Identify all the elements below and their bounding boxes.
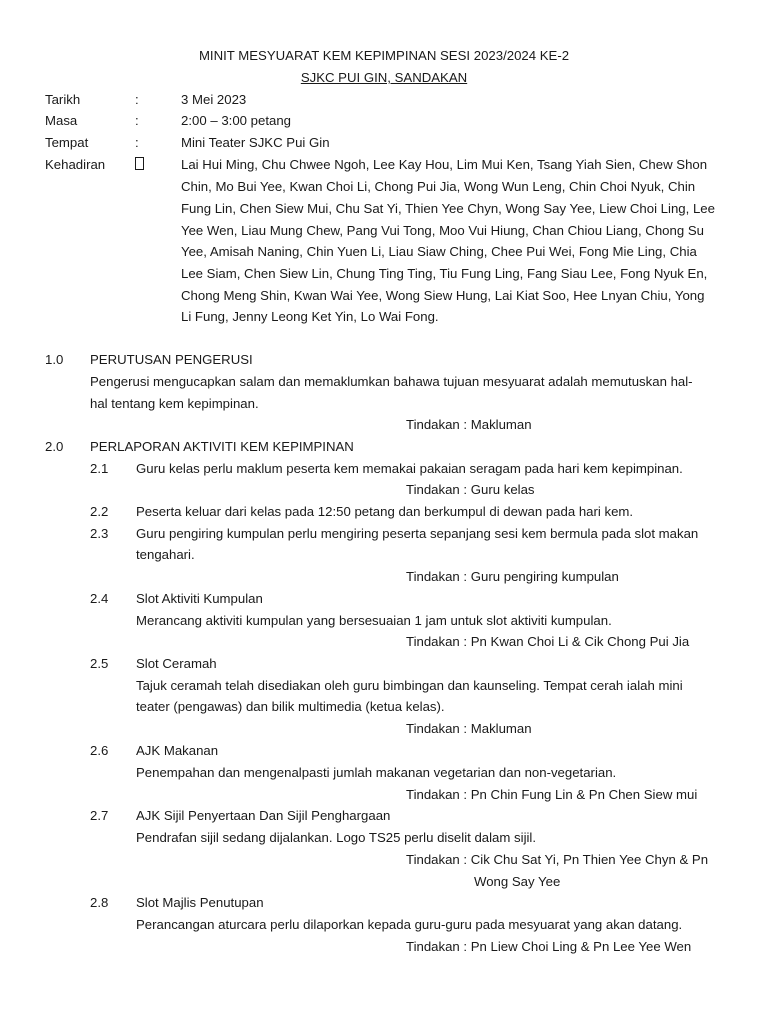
section-heading: PERLAPORAN AKTIVITI KEM KEPIMPINAN bbox=[90, 439, 354, 454]
section-number: 1.0 bbox=[45, 352, 64, 367]
item-title: Slot Majlis Penutupan bbox=[136, 895, 264, 910]
item-text: Guru kelas perlu maklum peserta kem memakai pakaian seragam pada hari kem kepimpinan. bbox=[136, 461, 683, 476]
kehadiran-line: Lee Siam, Chen Siew Lin, Chung Ting Ting, Tiu Fung Ling, Fang Siau Lee, Fong Nyuk En, bbox=[181, 266, 708, 281]
item-text: Perancangan aturcara perlu dilaporkan kepada guru-guru pada mesyuarat yang akan datang. bbox=[136, 917, 683, 932]
item-text: Merancang aktiviti kumpulan yang bersesuaian 1 jam untuk slot aktiviti kumpulan. bbox=[136, 613, 612, 628]
kehadiran-line: Chin, Mo Bui Yee, Kwan Choi Li, Chong Pui Jia, Wong Wun Leng, Chin Choi Nyuk, Chin bbox=[181, 179, 696, 194]
item-text: Tajuk ceramah telah disediakan oleh guru bimbingan dan kaunseling. Tempat cerah ialah mini bbox=[136, 678, 683, 693]
document-title: MINIT MESYUARAT KEM KEPIMPINAN SESI 2023/2024 KE-2 bbox=[198, 48, 570, 63]
item-number: 2.3 bbox=[90, 526, 109, 541]
tindakan-note-continued: Wong Say Yee bbox=[474, 874, 561, 889]
masa-value: 2:00 – 3:00 petang bbox=[181, 113, 291, 128]
tarikh-label: Tarikh bbox=[45, 92, 81, 107]
item-title: Slot Ceramah bbox=[136, 656, 217, 671]
tarikh-colon: : bbox=[135, 92, 139, 107]
tindakan-note: Tindakan : Guru kelas bbox=[406, 482, 535, 497]
kehadiran-line: Yee, Amisah Naning, Chin Yuen Li, Liau Siaw Ching, Chee Pui Wei, Fong Mie Ling, Chia bbox=[181, 244, 697, 259]
section-text: hal tentang kem kepimpinan. bbox=[90, 396, 259, 411]
tindakan-note: Tindakan : Makluman bbox=[406, 721, 532, 736]
item-text: teater (pengawas) dan bilik multimedia (ketua kelas). bbox=[136, 699, 445, 714]
item-number: 2.5 bbox=[90, 656, 109, 671]
kehadiran-line: Li Fung, Jenny Leong Ket Yin, Lo Wai Fong. bbox=[181, 309, 439, 324]
tindakan-note: Tindakan : Pn Kwan Choi Li & Cik Chong Pui Jia bbox=[406, 634, 690, 649]
item-number: 2.6 bbox=[90, 743, 109, 758]
section-text: Pengerusi mengucapkan salam dan memaklumkan bahawa tujuan mesyuarat adalah memutuskan hal- bbox=[90, 374, 693, 389]
missing-glyph-icon bbox=[135, 157, 144, 173]
item-title: Slot Aktiviti Kumpulan bbox=[136, 591, 263, 606]
tindakan-note: Tindakan : Cik Chu Sat Yi, Pn Thien Yee Chyn & Pn bbox=[406, 852, 709, 867]
item-text: tengahari. bbox=[136, 547, 195, 562]
section-number: 2.0 bbox=[45, 439, 64, 454]
item-number: 2.8 bbox=[90, 895, 109, 910]
kehadiran-label: Kehadiran bbox=[45, 157, 106, 172]
kehadiran-line: Chong Meng Shin, Kwan Wai Yee, Wong Siew Hung, Lai Kiat Soo, Hee Lnyan Chiu, Yong bbox=[181, 288, 705, 303]
masa-colon: : bbox=[135, 113, 139, 128]
tindakan-note: Tindakan : Pn Liew Choi Ling & Pn Lee Yee Wen bbox=[406, 939, 692, 954]
document-subtitle bbox=[0, 70, 768, 86]
tempat-value: Mini Teater SJKC Pui Gin bbox=[181, 135, 330, 150]
item-title: AJK Makanan bbox=[136, 743, 219, 758]
item-number: 2.4 bbox=[90, 591, 109, 606]
school-name: SJKC PUI GIN, SANDAKAN bbox=[300, 70, 468, 85]
item-text: Penempahan dan mengenalpasti jumlah makanan vegetarian dan non-vegetarian. bbox=[136, 765, 617, 780]
kehadiran-line: Fung Lin, Chen Siew Mui, Chu Sat Yi, Thien Yee Chyn, Wong Say Yee, Liew Choi Ling, Lee bbox=[181, 201, 715, 216]
item-number: 2.1 bbox=[90, 461, 109, 476]
tindakan-note: Tindakan : Guru pengiring kumpulan bbox=[406, 569, 619, 584]
item-text: Guru pengiring kumpulan perlu mengiring peserta sepanjang sesi kem bermula pada slot makan bbox=[136, 526, 699, 541]
tindakan-note: Tindakan : Makluman bbox=[406, 417, 532, 432]
tindakan-note: Tindakan : Pn Chin Fung Lin & Pn Chen Siew mui bbox=[406, 787, 698, 802]
item-number: 2.7 bbox=[90, 808, 109, 823]
tempat-label: Tempat bbox=[45, 135, 89, 150]
tempat-colon: : bbox=[135, 135, 139, 150]
item-text: Pendrafan sijil sedang dijalankan. Logo TS25 perlu diselit dalam sijil. bbox=[136, 830, 537, 845]
item-number: 2.2 bbox=[90, 504, 109, 519]
item-text: Peserta keluar dari kelas pada 12:50 petang dan berkumpul di dewan pada hari kem. bbox=[136, 504, 634, 519]
masa-label: Masa bbox=[45, 113, 78, 128]
item-title: AJK Sijil Penyertaan Dan Sijil Penghargaan bbox=[136, 808, 391, 823]
kehadiran-line: Lai Hui Ming, Chu Chwee Ngoh, Lee Kay Hou, Lim Mui Ken, Tsang Yiah Sien, Chew Shon bbox=[181, 157, 708, 172]
tarikh-value: 3 Mei 2023 bbox=[181, 92, 247, 107]
kehadiran-line: Yee Wen, Liau Mung Chew, Pang Vui Tong, Moo Vui Hiung, Chan Chiou Liang, Chong Su bbox=[181, 223, 704, 238]
section-heading: PERUTUSAN PENGERUSI bbox=[90, 352, 253, 367]
